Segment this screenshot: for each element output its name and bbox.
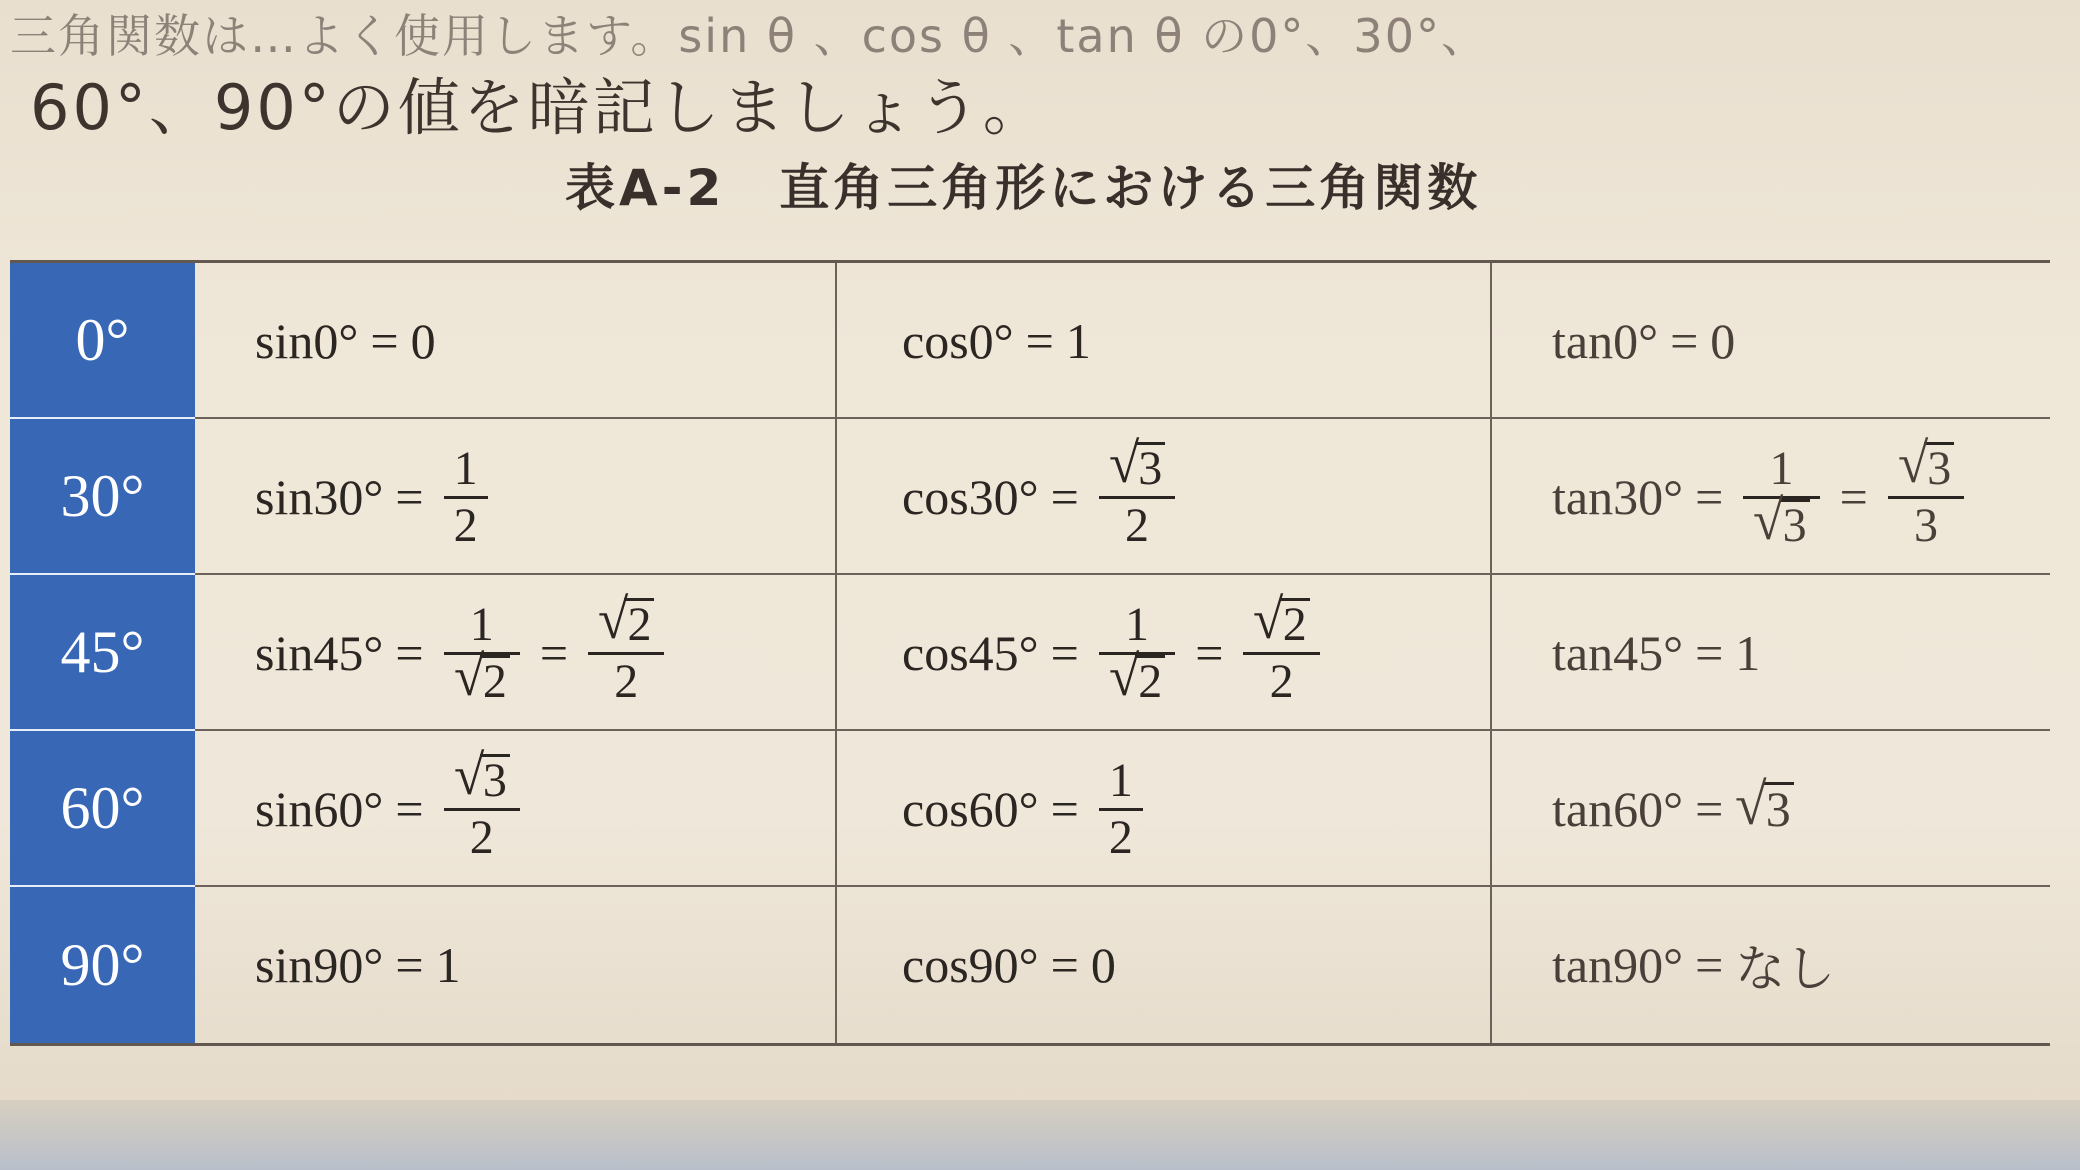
- cos-value: 0: [1090, 937, 1116, 993]
- angle-cell: 60°: [10, 731, 195, 887]
- sin-lhs: sin0°: [255, 313, 359, 369]
- sin-value: 1: [435, 937, 461, 993]
- cos-lhs: cos60°: [902, 781, 1039, 837]
- cos-cell: [835, 887, 1490, 1043]
- cos-cell: [835, 419, 1490, 575]
- tan-lhs: tan90°: [1552, 937, 1684, 993]
- denominator: 2: [469, 810, 494, 864]
- fraction: [444, 743, 520, 865]
- sin-lhs: sin30°: [255, 469, 384, 525]
- equals-sign: =: [1695, 469, 1724, 525]
- numerator: 1: [1099, 754, 1143, 811]
- denominator: [444, 644, 520, 709]
- equals-sign: =: [395, 781, 424, 837]
- fraction: [1743, 442, 1819, 553]
- denominator: 2: [1108, 810, 1133, 864]
- numerator: [1099, 431, 1175, 499]
- denominator: [1743, 488, 1819, 553]
- denominator: 2: [614, 654, 639, 708]
- radical-sign: √: [1108, 644, 1140, 708]
- equals-sign: =: [1025, 313, 1054, 369]
- angle-cell: 45°: [10, 575, 195, 731]
- numerator: [1243, 587, 1319, 655]
- sin-cell: [195, 419, 835, 575]
- angle-cell: 90°: [10, 887, 195, 1043]
- equals-sign: =: [395, 469, 424, 525]
- radical-sign: √: [598, 587, 629, 651]
- sin-lhs: sin45°: [255, 625, 384, 681]
- cos-value: 1: [1065, 313, 1091, 369]
- table-label: 表A-2: [565, 159, 726, 217]
- radical-sign: √: [1735, 770, 1767, 837]
- radicand: 3: [1924, 442, 1954, 493]
- numerator: [1888, 431, 1964, 499]
- square-root: [1753, 488, 1809, 553]
- sin-cell: [195, 887, 835, 1043]
- equals-sign: =: [1839, 469, 1868, 525]
- square-root: [1108, 431, 1165, 496]
- radical-sign: √: [1753, 488, 1784, 552]
- sin-cell: [195, 731, 835, 887]
- trig-table: [10, 260, 2050, 1046]
- cos-cell: [835, 731, 1490, 887]
- fraction: [1888, 431, 1964, 553]
- square-root: [1735, 770, 1793, 838]
- radical-sign: √: [1253, 587, 1284, 651]
- sin-lhs: sin90°: [255, 937, 384, 993]
- tan-lhs: tan0°: [1552, 313, 1659, 369]
- radicand: 2: [1135, 655, 1165, 706]
- fraction: [588, 587, 664, 709]
- sin-cell: [195, 575, 835, 731]
- intro-line-2: 60°、90°の値を暗記しましょう。: [30, 71, 1048, 144]
- tan-lhs: tan45°: [1552, 625, 1684, 681]
- square-root: [1108, 644, 1165, 709]
- table-row: [10, 887, 2050, 1043]
- radical-sign: √: [453, 743, 484, 807]
- tan-lhs: tan30°: [1552, 469, 1684, 525]
- square-root: [453, 743, 510, 808]
- intro-text: [10, 0, 2070, 160]
- denominator: 2: [1125, 498, 1150, 552]
- equals-sign: =: [1050, 469, 1079, 525]
- cos-lhs: cos0°: [902, 313, 1014, 369]
- numerator: 1: [444, 598, 520, 655]
- radical-sign: √: [453, 644, 484, 708]
- cos-cell: [835, 575, 1490, 731]
- square-root: [453, 644, 510, 709]
- denominator: [1099, 644, 1175, 709]
- equals-sign: =: [539, 625, 569, 681]
- equals-sign: =: [1050, 937, 1079, 993]
- table-title: 直角三角形における三角関数: [779, 159, 1482, 217]
- table-row: [10, 419, 2050, 575]
- radicand: 3: [1763, 782, 1794, 833]
- fraction: [444, 442, 488, 553]
- table-row: [10, 575, 2050, 731]
- radical-sign: √: [1108, 431, 1140, 495]
- cos-lhs: cos45°: [902, 625, 1039, 681]
- equals-sign: =: [1670, 313, 1699, 369]
- tan-cell: [1490, 263, 2050, 419]
- equals-sign: =: [395, 937, 424, 993]
- denominator: 2: [453, 498, 478, 552]
- cos-lhs: cos90°: [902, 937, 1039, 993]
- numerator: [444, 743, 520, 811]
- tan-value: なし: [1735, 941, 1836, 997]
- equals-sign: =: [1050, 781, 1079, 837]
- table-row: [10, 263, 2050, 419]
- radicand: 2: [624, 598, 654, 649]
- equals-sign: =: [1050, 625, 1079, 681]
- radicand: 2: [1280, 598, 1310, 649]
- fraction: [1099, 598, 1175, 709]
- cos-cell: [835, 263, 1490, 419]
- sin-lhs: sin60°: [255, 781, 384, 837]
- radicand: 3: [1135, 442, 1165, 493]
- tan-value: 1: [1735, 625, 1761, 681]
- radical-sign: √: [1897, 431, 1929, 495]
- fraction: [444, 598, 520, 709]
- equals-sign: =: [1695, 781, 1724, 837]
- page-bottom-edge: [0, 1100, 2080, 1170]
- radicand: 3: [480, 754, 510, 805]
- square-root: [598, 587, 654, 652]
- table-row: [10, 731, 2050, 887]
- sin-cell: [195, 263, 835, 419]
- numerator: 1: [1099, 598, 1175, 655]
- tan-cell: [1490, 731, 2050, 887]
- tan-lhs: tan60°: [1552, 781, 1684, 837]
- square-root: [1897, 431, 1954, 496]
- tan-cell: [1490, 419, 2050, 575]
- equals-sign: =: [395, 625, 424, 681]
- fraction: [1099, 431, 1175, 553]
- equals-sign: =: [370, 313, 399, 369]
- tan-cell: [1490, 575, 2050, 731]
- intro-line-1: 三角関数は…よく使用します。sin θ 、cos θ 、tan θ の0°、30°、: [10, 9, 1489, 63]
- denominator: 2: [1269, 654, 1294, 708]
- angle-cell: 30°: [10, 419, 195, 575]
- square-root: [1253, 587, 1309, 652]
- equals-sign: =: [1695, 937, 1724, 993]
- equals-sign: =: [1195, 625, 1224, 681]
- cos-lhs: cos30°: [902, 469, 1039, 525]
- radicand: 3: [1780, 499, 1810, 550]
- numerator: [588, 587, 664, 655]
- denominator: 3: [1914, 498, 1939, 552]
- fraction: [1243, 587, 1319, 709]
- numerator: 1: [1743, 442, 1819, 499]
- radicand: 2: [480, 655, 510, 706]
- tan-value: 0: [1710, 313, 1736, 369]
- fraction: [1099, 754, 1143, 865]
- angle-cell: 0°: [10, 263, 195, 419]
- sin-value: 0: [410, 313, 436, 369]
- numerator: 1: [444, 442, 488, 499]
- equals-sign: =: [1695, 625, 1724, 681]
- table-caption: [565, 148, 1481, 220]
- tan-cell: [1490, 887, 2050, 1043]
